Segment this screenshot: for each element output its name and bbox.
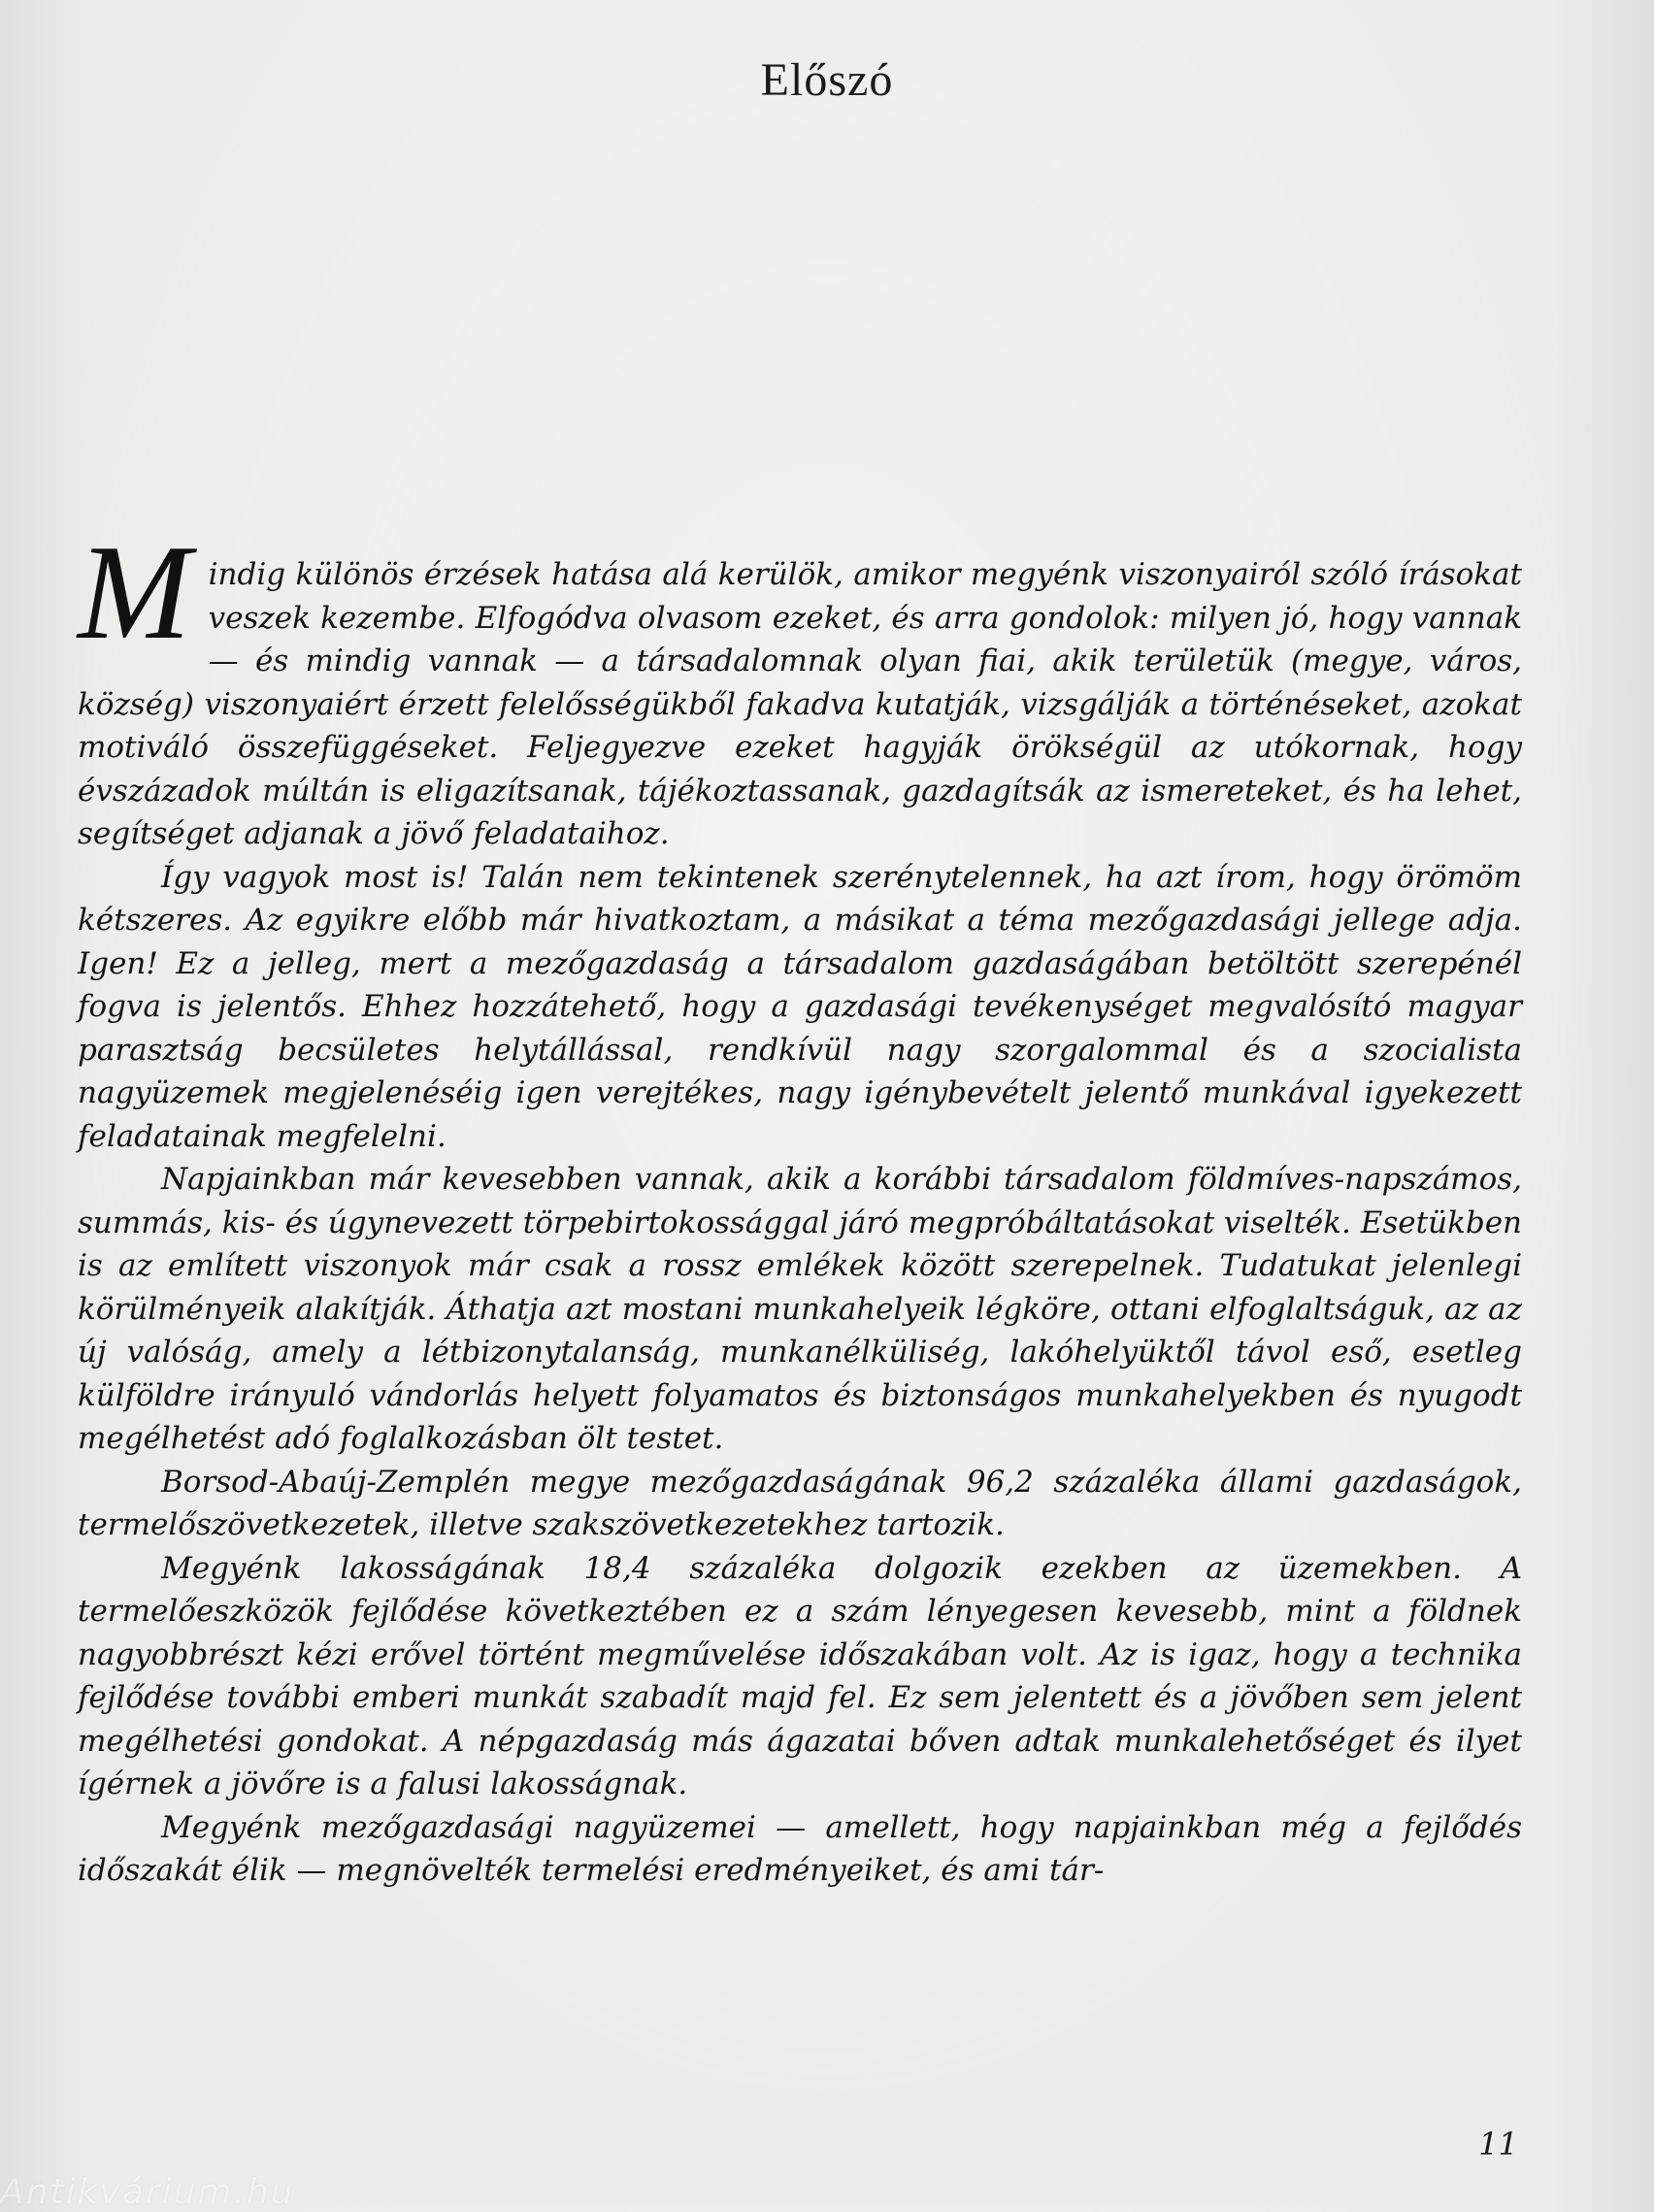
paragraph-4: Borsod-Abaúj-Zemplén megye mezőgazdaságának 96,2 százaléka állami gazdaságok, termelőszövetkezetek, illetve szakszövetkezetekhez tartozik. — [78, 1464, 1522, 1542]
paragraph-2: Így vagyok most is! Talán nem tekintenek szerénytelennek, ha azt írom, hogy örömöm kétszeres. Az egyikre előbb már hivatkoztam, a másikat a téma mezőgazdasági jellege adja. Igen! Ez a jelleg, mert a mezőgazdaság a társadalom gazdaságában betöltött szerepénél fogva is jelentős. Ehhez hozzátehető, hogy a gazdasági tevékenységet megvalósító magyar parasztság becsületes helytállással, rendkívül nagy szorgalommal és a szocialista nagyüzemek megjelenéséig igen verejtékes, nagy igénybevételt jelentő munkával igyekezett feladatainak megfelelni. — [78, 859, 1522, 1154]
drop-cap: M — [78, 517, 191, 668]
paragraph-6: Megyénk mezőgazdasági nagyüzemei — amellett, hogy napjainkban még a fejlődés időszakát élik — megnövelték termelési eredményeiket, és ami tár- — [78, 1809, 1522, 1888]
page-title: Előszó — [760, 54, 894, 106]
paragraph-1-text: indig különös érzések hatása alá kerülök, amikor megyénk viszonyairól szóló írásokat veszek kezembe. Elfogódva olvasom ezeket, és arra gondolok: milyen jó, hogy vannak — és mindig vannak — a társadalomnak olyan fiai, akik területük (megye, város, község) viszonyaiért érzett felelősségükből fakadva kutatják, vizsgálják a történéseket, azokat motiváló összefüggéseket. Feljegyezve ezeket hagyják örökségül az utókornak, hogy évszázadok múltán is eligazítsanak, tájékoztassanak, gazdagítsák az ismereteket, és ha lehet, segítséget adjanak a jövő feladataihoz. — [78, 557, 1522, 851]
paragraph-5: Megyénk lakosságának 18,4 százaléka dolgozik ezekben az üzemekben. A termelőeszközök fejlődése következtében ez a szám lényegesen kevesebb, mint a földnek nagyobbrészt kézi erővel történt megművelése időszakában volt. Az is igaz, hogy a technika fejlődése további emberi munkát szabadít majd fel. Ez sem jelentett és a jövőben sem jelent megélhetési gondokat. A népgazdaság más ágazatai bőven adtak munkalehetőséget és ilyet ígérnek a jövőre is a falusi lakosságnak. — [78, 1550, 1522, 1801]
paragraph-1 — [78, 517, 1522, 856]
page-number: 11 — [1478, 2126, 1518, 2162]
preface-body — [78, 517, 1523, 1893]
watermark: Antikvárium.hu — [0, 2172, 295, 2212]
paragraph-3: Napjainkban már kevesebben vannak, akik a korábbi társadalom földmíves-napszámos, summás, kis- és úgynevezett törpebirtokossággal járó megpróbáltatásokat viselték. Esetükben is az említett viszonyok már csak a rossz emlékek között szerepelnek. Tudatukat jelenlegi körülményeik alakítják. Áthatja azt mostani munkahelyeik légköre, ottani elfoglaltságuk, az az új valóság, amely a létbizonytalanság, munkanélküliség, lakóhelyüktől távol eső, esetleg külföldre irányuló vándorlás helyett folyamatos és biztonságos munkahelyekben és nyugodt megélhetést adó foglalkozásban ölt testet. — [78, 1162, 1523, 1456]
